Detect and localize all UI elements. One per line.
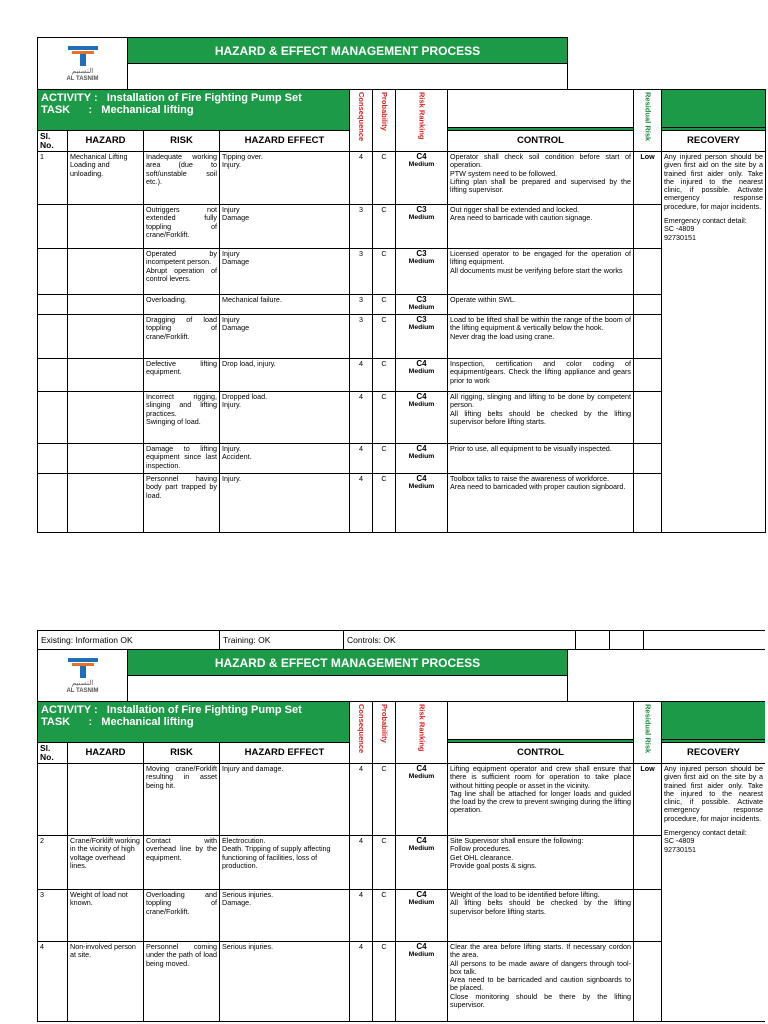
residual-risk-cell [634, 890, 662, 942]
risk-ranking-cell: C3 Medium [396, 205, 448, 249]
sl-no-cell: 4 [38, 942, 68, 1022]
table-row [38, 359, 766, 392]
consequence-header: Consequence [350, 90, 373, 152]
existing-status: Existing: Information OK [38, 631, 220, 650]
probability-cell: C [373, 764, 396, 836]
logo-text: AL TASNIM [66, 688, 99, 695]
consequence-header: Consequence [350, 702, 373, 764]
control-cell: Prior to use, all equipment to be visually inspected. [448, 444, 634, 474]
probability-cell: C [373, 295, 396, 315]
risk-ranking-cell: C4 Medium [396, 836, 448, 890]
activity-task-banner [38, 702, 350, 743]
header-table-2 [37, 649, 765, 702]
table-row [38, 836, 766, 890]
hazard-cell [68, 295, 144, 315]
probability-cell: C [373, 249, 396, 295]
probability-cell: C [373, 205, 396, 249]
table-row [38, 942, 766, 1022]
control-cell: Operate within SWL. [448, 295, 634, 315]
residual-risk-cell [634, 249, 662, 295]
risk-cell: Operated by incompetent person. Abrupt operation of control levers. [144, 249, 220, 295]
hazard-effect-cell: Dropped load. Injury. [220, 392, 350, 444]
hazard-rows [38, 152, 766, 533]
header-table [37, 37, 766, 90]
risk-ranking-cell: C4 Medium [396, 359, 448, 392]
hazard-effect-cell: Electrocution. Death. Tripping of supply affecting functioning of facilities, loss of production. [220, 836, 350, 890]
activity-line: ACTIVITY : Installation of Fire Fighting Pump Set [41, 92, 302, 104]
hazard-cell [68, 315, 144, 359]
risk-cell: Personnel coming under the path of load being moved. [144, 942, 220, 1022]
hazard-cell [68, 359, 144, 392]
risk-header: RISK [144, 743, 220, 764]
emergency-contact: Emergency contact detail: SC -4809 92730151 [664, 216, 747, 242]
hazard-cell: Weight of load not known. [68, 890, 144, 942]
task-line: TASK : Mechanical lifting [41, 716, 194, 728]
consequence-cell: 3 [350, 205, 373, 249]
controls-status: Controls: OK [344, 631, 576, 650]
probability-header: Probability [373, 90, 396, 152]
recovery-text: Any injured person should be given first aid on the site by a trained first aider only. Take the injured to the nearest clinic, if possible. Activate emergency response procedure, for major incidents. [664, 152, 763, 211]
hazard-effect-header: HAZARD EFFECT [220, 131, 350, 152]
probability-cell: C [373, 359, 396, 392]
hazard-cell [68, 205, 144, 249]
recovery-text: Any injured person should be given first aid on the site by a trained first aider only. Take the injured to the nearest clinic, if possible. Activate emergency response procedure, for major incidents. [664, 764, 763, 823]
consequence-cell: 4 [350, 392, 373, 444]
consequence-cell: 4 [350, 890, 373, 942]
residual-risk-cell [634, 295, 662, 315]
risk-ranking-cell: C4 Medium [396, 890, 448, 942]
sl-no-cell [38, 295, 68, 315]
consequence-cell: 3 [350, 315, 373, 359]
probability-cell: C [373, 836, 396, 890]
company-logo [38, 650, 128, 702]
control-cell: Site Supervisor shall ensure the following: Follow procedures. Get OHL clearance. Provide goal posts & signs. [448, 836, 634, 890]
probability-cell: C [373, 474, 396, 533]
table-row [38, 890, 766, 942]
risk-ranking-cell: C3 Medium [396, 249, 448, 295]
risk-cell: Contact with overhead line by the equipment. [144, 836, 220, 890]
consequence-cell: 4 [350, 764, 373, 836]
probability-cell: C [373, 315, 396, 359]
residual-risk-cell [634, 359, 662, 392]
risk-ranking-cell: C4 Medium [396, 392, 448, 444]
hazard-effect-header: HAZARD EFFECT [220, 743, 350, 764]
hazard-effect-cell: Injury. [220, 474, 350, 533]
residual-risk-cell: Low [634, 152, 662, 205]
control-cell: Out rigger shall be extended and locked. Area need to barricade with caution signage. [448, 205, 634, 249]
consequence-cell: 4 [350, 359, 373, 392]
hazard-cell: Crane/Forklift working in the vicinity of high voltage overhead lines. [68, 836, 144, 890]
residual-risk-cell [634, 444, 662, 474]
recovery-header: RECOVERY [662, 743, 766, 764]
al-tasnim-logo-icon [66, 656, 100, 678]
hazard-cell [68, 392, 144, 444]
al-tasnim-logo-icon [66, 44, 100, 66]
risk-cell: Overloading and toppling of crane/Forklift. [144, 890, 220, 942]
risk-cell: Inadequate working area (due to soft/unstable soil etc.). [144, 152, 220, 205]
sl-no-cell: 2 [38, 836, 68, 890]
task-line: TASK : Mechanical lifting [41, 104, 194, 116]
table-row [38, 205, 766, 249]
probability-cell: C [373, 942, 396, 1022]
sl-no-cell [38, 205, 68, 249]
consequence-cell: 4 [350, 836, 373, 890]
hazard-cell: Mechanical Lifting Loading and unloading. [68, 152, 144, 205]
risk-cell: Incorrect rigging, slinging and lifting practices. Swinging of load. [144, 392, 220, 444]
document-title: HAZARD & EFFECT MANAGEMENT PROCESS [128, 38, 568, 64]
recovery-header: RECOVERY [662, 131, 766, 152]
sl-no-cell: 1 [38, 152, 68, 205]
hazard-cell: Non-involved person at site. [68, 942, 144, 1022]
company-logo [38, 38, 128, 90]
recovery-cell [662, 152, 766, 533]
sl-no-cell [38, 315, 68, 359]
hazard-effect-cell: Injury Damage [220, 205, 350, 249]
sl-no-cell [38, 444, 68, 474]
residual-risk-header: Residual Risk [634, 702, 662, 764]
activity-line: ACTIVITY : Installation of Fire Fighting Pump Set [41, 704, 302, 716]
consequence-cell: 3 [350, 249, 373, 295]
risk-ranking-cell: C4 Medium [396, 942, 448, 1022]
hazard-effect-cell: Serious injuries. [220, 942, 350, 1022]
status-table [37, 630, 765, 650]
probability-header: Probability [373, 702, 396, 764]
risk-ranking-header: Risk Ranking [396, 90, 448, 152]
risk-header: RISK [144, 131, 220, 152]
risk-ranking-cell: C4 Medium [396, 444, 448, 474]
risk-ranking-cell: C4 Medium [396, 152, 448, 205]
risk-cell: Overloading. [144, 295, 220, 315]
consequence-cell: 4 [350, 444, 373, 474]
residual-risk-cell [634, 942, 662, 1022]
table-row [38, 315, 766, 359]
probability-cell: C [373, 890, 396, 942]
risk-cell: Defective lifting equipment. [144, 359, 220, 392]
sl-no-header: Sl. No. [38, 743, 68, 764]
residual-risk-cell [634, 315, 662, 359]
consequence-cell: 3 [350, 295, 373, 315]
consequence-cell: 4 [350, 152, 373, 205]
control-cell: Load to be lifted shall be within the range of the boom of the lifting equipment & vertically below the hook. Never drag the load using crane. [448, 315, 634, 359]
hazard-effect-cell: Injury Damage [220, 249, 350, 295]
document-title: HAZARD & EFFECT MANAGEMENT PROCESS [128, 650, 568, 676]
hazard-cell [68, 764, 144, 836]
residual-risk-cell [634, 392, 662, 444]
control-cell: All rigging, slinging and lifting to be done by competent person. All lifting belts should be checked by the lifting supervisor before lifting starts. [448, 392, 634, 444]
residual-risk-cell [634, 836, 662, 890]
residual-risk-cell [634, 205, 662, 249]
hazard-effect-cell: Tipping over. Injury. [220, 152, 350, 205]
residual-risk-cell: Low [634, 764, 662, 836]
logo-text: AL TASNIM [66, 76, 99, 83]
risk-cell: Dragging of load toppling of crane/Forklift. [144, 315, 220, 359]
control-cell: Lifting equipment operator and crew shall ensure that there is sufficient room for operation to take place without hitting people or asset in the vicinity. Tag line shall be attached for longer loads and guided the load by the crew to prevent swinging during the lifting operation. [448, 764, 634, 836]
recovery-cell [662, 764, 766, 1022]
risk-cell: Moving crane/Forklift resulting in asset being hit. [144, 764, 220, 836]
risk-cell: Damage to lifting equipment since last inspection. [144, 444, 220, 474]
hazard-rows [38, 764, 766, 1022]
sl-no-cell [38, 474, 68, 533]
risk-ranking-cell: C4 Medium [396, 764, 448, 836]
emergency-contact: Emergency contact detail: SC -4809 92730151 [664, 828, 747, 854]
sl-no-cell: 3 [38, 890, 68, 942]
sl-no-cell [38, 764, 68, 836]
hazard-sheet-page-1 [37, 37, 765, 540]
risk-cell: Outriggers not extended fully toppling of crane/Forklift. [144, 205, 220, 249]
sl-no-cell [38, 359, 68, 392]
probability-cell: C [373, 152, 396, 205]
logo-arabic-text: التسنيم [71, 680, 94, 688]
table-row [38, 764, 766, 836]
hazard-effect-cell: Serious injuries. Damage. [220, 890, 350, 942]
risk-cell: Personnel having body part trapped by load. [144, 474, 220, 533]
risk-ranking-cell: C3 Medium [396, 295, 448, 315]
control-header: CONTROL [448, 131, 634, 152]
hazard-cell [68, 249, 144, 295]
hazard-effect-cell: Drop load, injury. [220, 359, 350, 392]
hazard-effect-cell: Injury. Accident. [220, 444, 350, 474]
risk-ranking-cell: C3 Medium [396, 315, 448, 359]
control-cell: Toolbox talks to raise the awareness of workforce. Area need to barricaded with proper caution signboard. [448, 474, 634, 533]
table-row [38, 249, 766, 295]
control-cell: Licensed operator to be engaged for the operation of lifting equipment. All documents must be verifying before start the works [448, 249, 634, 295]
sl-no-cell [38, 249, 68, 295]
table-row [38, 392, 766, 444]
control-header: CONTROL [448, 743, 634, 764]
logo-arabic-text: التسنيم [71, 68, 94, 76]
risk-ranking-cell: C4 Medium [396, 474, 448, 533]
table-row [38, 444, 766, 474]
residual-risk-header: Residual Risk [634, 90, 662, 152]
control-cell: Weight of the load to be identified before lifting. All lifting belts should be checked by the lifting supervisor before lifting starts. [448, 890, 634, 942]
control-cell: Inspection, certification and color coding of equipment/gears. Check the lifting appliance and gears prior to work [448, 359, 634, 392]
activity-task-banner [38, 90, 350, 131]
consequence-cell: 4 [350, 474, 373, 533]
probability-cell: C [373, 444, 396, 474]
probability-cell: C [373, 392, 396, 444]
hazard-cell [68, 474, 144, 533]
sl-no-cell [38, 392, 68, 444]
hazard-sheet-page-2 [37, 630, 765, 1024]
hazard-effect-cell: Injury Damage [220, 315, 350, 359]
hazard-effect-cell: Mechanical failure. [220, 295, 350, 315]
control-cell: Clear the area before lifting starts. If necessary cordon the area. All persons to be made aware of dangers through tool-box talk. Area need to be barricaded and caution signboards to be placed. Close monitoring should be there by the lifting supervisor. [448, 942, 634, 1022]
risk-ranking-header: Risk Ranking [396, 702, 448, 764]
hazard-cell [68, 444, 144, 474]
table-row [38, 152, 766, 205]
consequence-cell: 4 [350, 942, 373, 1022]
table-row [38, 295, 766, 315]
table-row [38, 474, 766, 533]
hazard-table [37, 89, 766, 533]
hazard-header: HAZARD [68, 131, 144, 152]
hazard-header: HAZARD [68, 743, 144, 764]
sl-no-header: Sl. No. [38, 131, 68, 152]
hazard-effect-cell: Injury and damage. [220, 764, 350, 836]
training-status: Training: OK [220, 631, 344, 650]
residual-risk-cell [634, 474, 662, 533]
hazard-table-2 [37, 701, 765, 1022]
control-cell: Operator shall check soil condition before start of operation. PTW system need to be followed. Lifting plan shall be prepared and supervised by the lifting supervisor. [448, 152, 634, 205]
